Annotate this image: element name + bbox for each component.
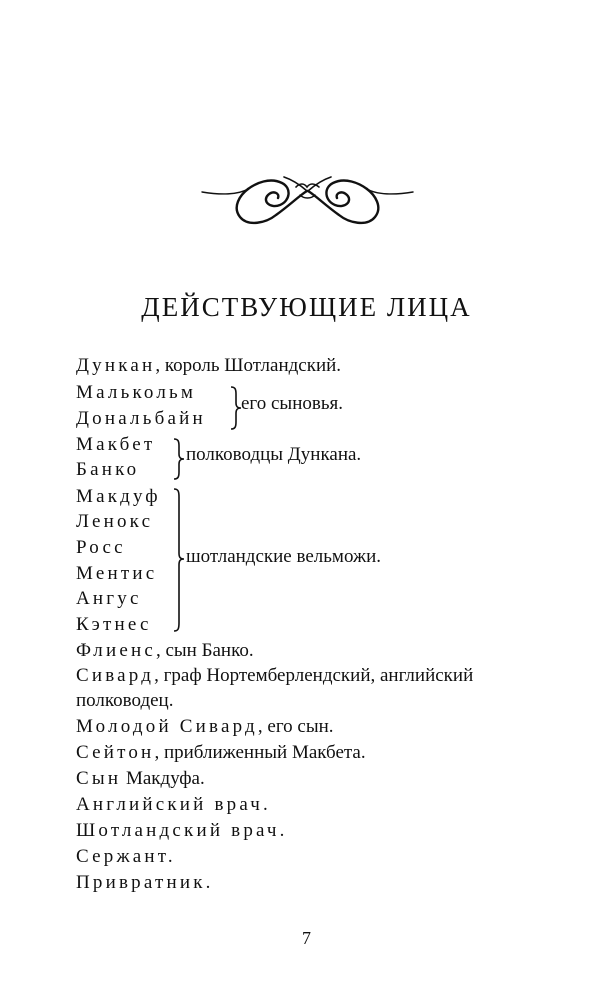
character-name: Банко — [76, 459, 140, 480]
character-entry-continuation — [76, 689, 173, 713]
character-entry — [76, 819, 288, 843]
character-entry — [76, 587, 142, 611]
character-name: Дункан — [76, 355, 156, 376]
character-entry — [76, 381, 196, 405]
group-brace — [172, 487, 186, 633]
character-description: Макдуфа. — [121, 768, 205, 789]
character-name: Ленокс — [76, 511, 154, 532]
group-description: его сыновья. — [241, 393, 343, 414]
character-name: Сейтон — [76, 742, 155, 763]
character-name: Кэтнес — [76, 614, 152, 635]
character-entry — [76, 793, 271, 817]
character-entry — [76, 845, 176, 869]
character-description: , его сын. — [257, 716, 334, 737]
character-description: полководец. — [76, 690, 174, 711]
character-entry — [76, 485, 161, 509]
character-entry — [76, 664, 473, 688]
character-entry — [76, 741, 366, 765]
character-name: Макдуф — [76, 486, 161, 507]
character-entry — [76, 536, 126, 560]
character-entry — [76, 715, 334, 739]
character-entry — [76, 639, 254, 663]
character-name: Росс — [76, 537, 126, 558]
group-description: полководцы Дункана. — [186, 444, 362, 465]
character-entry — [76, 871, 214, 895]
group-brace — [172, 437, 186, 481]
character-name: Шотландский врач. — [76, 820, 288, 841]
character-name: Ментис — [76, 563, 158, 584]
page-number: 7 — [302, 928, 311, 948]
character-name: Дональбайн — [76, 408, 206, 429]
character-entry — [76, 433, 155, 457]
page-title: ДЕЙСТВУЮЩИЕ ЛИЦА — [141, 292, 472, 322]
character-name: Привратник. — [76, 872, 214, 893]
character-name: Английский врач. — [76, 794, 271, 815]
character-entry — [76, 562, 157, 586]
character-entry — [76, 354, 341, 378]
character-entry — [76, 767, 205, 791]
character-description: , сын Банко. — [155, 640, 254, 661]
character-entry — [76, 613, 152, 637]
character-name: Малькольм — [76, 382, 197, 403]
character-name: Ангус — [76, 588, 142, 609]
character-description: , граф Нортемберлендский, английский — [154, 665, 474, 686]
character-entry — [76, 458, 139, 482]
character-description: , король Шотландский. — [155, 355, 342, 376]
character-description: , приближенный Макбета. — [154, 742, 366, 763]
character-name: Макбет — [76, 434, 156, 455]
group-description: шотландские вельможи. — [186, 546, 382, 567]
character-name: Сивард — [76, 665, 155, 686]
character-entry — [76, 510, 153, 534]
character-entry — [76, 407, 206, 431]
character-name: Молодой Сивард — [76, 716, 258, 737]
decorative-flourish-ornament — [200, 165, 415, 230]
character-name: Флиенс — [76, 640, 156, 661]
character-name: Сержант. — [76, 846, 176, 867]
character-name: Сын — [76, 768, 122, 789]
